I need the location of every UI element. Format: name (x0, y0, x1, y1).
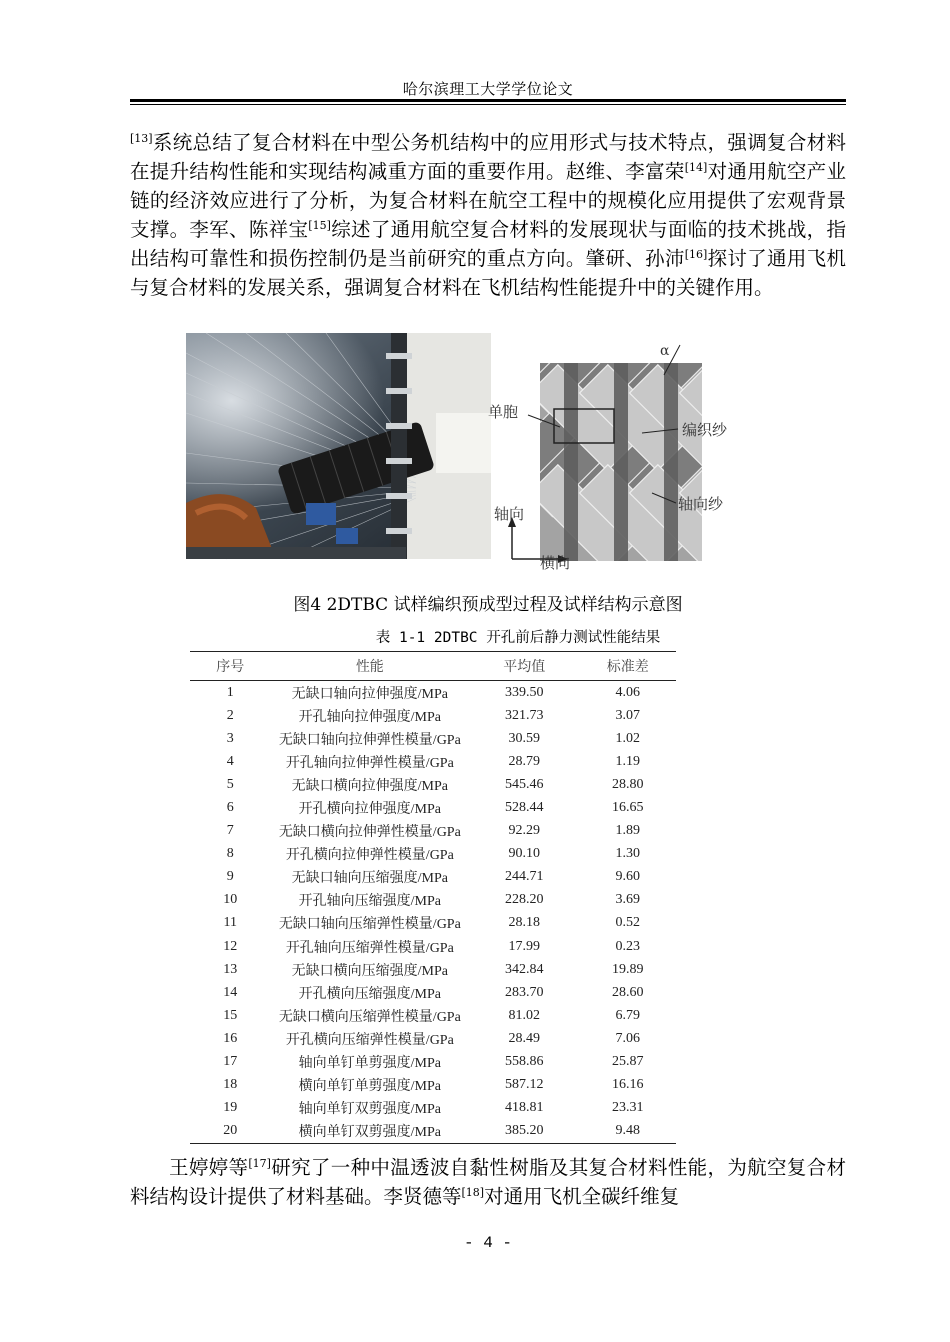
table-row (190, 681, 676, 705)
table-row (190, 1074, 676, 1097)
row-std: 3.07 (615, 707, 640, 723)
row-index: 5 (226, 776, 234, 792)
citation-18[interactable]: [18] (461, 1186, 485, 1199)
row-mean: 92.29 (508, 823, 541, 839)
table-row (190, 704, 676, 727)
header-rule-thick (130, 99, 846, 102)
header-index: 序号 (190, 652, 271, 681)
body-paragraph-1: [13]系统总结了复合材料在中型公务机结构中的应用形式与技术特点，强调复合材料在提升结构性能和实现结构减重方面的重要作用。赵维、李富荣[14]对通用航空产业链的经济效应进行了分析，为复合材料在航空工程中的规模化应用提供了宏观背景支撑。李军、陈祥宝[15]综述了通用航空复合材料的发展现状与面临的技术挑战，指出结构可靠性和损伤控制仍是当前研究的重点方向。肇研、孙沛[16]探讨了通用飞机与复合材料的发展关系，强调复合材料在飞机结构性能提升中的关键作用。 (130, 131, 846, 299)
row-std: 3.69 (615, 892, 640, 908)
row-property: 开孔轴向拉伸弹性模量/GPa (285, 755, 454, 771)
row-std: 1.19 (615, 753, 640, 769)
row-mean: 17.99 (508, 938, 541, 954)
row-std: 0.23 (615, 938, 640, 954)
row-index: 10 (223, 892, 238, 908)
row-mean: 587.12 (505, 1077, 544, 1093)
row-std: 25.87 (611, 1054, 644, 1070)
row-property: 无缺口横向压缩弹性模量/GPa (278, 1009, 461, 1025)
unit-cell-label: 单胞 (488, 403, 519, 421)
table-row (190, 773, 676, 796)
row-mean: 545.46 (505, 776, 544, 792)
row-index: 13 (223, 961, 238, 977)
row-property: 开孔轴向压缩弹性模量/GPa (285, 940, 454, 956)
row-property: 开孔横向拉伸弹性模量/GPa (285, 848, 454, 864)
body-paragraph-2: 王婷婷等[17]研究了一种中温透波自黏性树脂及其复合材料性能，为航空复合材料结构设计提供了材料基础。李贤德等[18]对通用飞机全碳纤维复 (130, 1156, 846, 1208)
row-index: 19 (223, 1100, 238, 1116)
row-std: 19.89 (611, 961, 644, 977)
citation-17[interactable]: [17] (248, 1157, 271, 1170)
row-std: 7.06 (615, 1030, 640, 1046)
row-std: 1.02 (615, 730, 640, 746)
row-index: 4 (226, 753, 234, 769)
row-std: 4.06 (615, 684, 640, 700)
table-row (190, 981, 676, 1004)
table-row (190, 750, 676, 773)
row-property: 无缺口横向拉伸强度/MPa (291, 778, 448, 794)
row-index: 8 (226, 846, 234, 862)
row-mean: 28.49 (508, 1030, 541, 1046)
braiding-machine-photo (186, 333, 491, 559)
row-property: 开孔轴向压缩强度/MPa (298, 894, 441, 910)
table-row (190, 796, 676, 819)
alpha-label: α (660, 343, 670, 359)
braid-yarn-label: 编织纱 (682, 421, 728, 439)
table-row (190, 727, 676, 750)
row-mean: 418.81 (505, 1100, 544, 1116)
row-mean: 528.44 (505, 800, 544, 816)
header-mean: 平均值 (469, 652, 579, 681)
row-mean: 385.20 (469, 1120, 579, 1144)
row-property: 无缺口轴向拉伸弹性模量/GPa (278, 732, 461, 748)
citation-13[interactable]: [13] (130, 132, 153, 145)
row-mean: 28.79 (508, 753, 541, 769)
row-index: 12 (223, 938, 238, 954)
braided-structure-schematic (488, 333, 770, 573)
table-row (190, 935, 676, 958)
row-index: 11 (223, 915, 238, 931)
row-index: 7 (226, 823, 234, 839)
row-index: 16 (223, 1030, 238, 1046)
row-index: 9 (226, 869, 234, 885)
row-mean: 321.73 (505, 707, 544, 723)
row-std: 23.31 (611, 1100, 644, 1116)
header-property: 性能 (271, 652, 470, 681)
row-index: 1 (226, 684, 234, 700)
table-header-row (190, 652, 676, 681)
table-row (190, 1004, 676, 1027)
row-property: 开孔轴向拉伸强度/MPa (298, 709, 441, 725)
row-index: 14 (223, 984, 238, 1000)
row-mean: 339.50 (505, 684, 544, 700)
row-index: 15 (223, 1007, 238, 1023)
row-mean: 28.18 (508, 915, 541, 931)
table-row (190, 1097, 676, 1120)
table-row (190, 820, 676, 843)
row-mean: 30.59 (508, 730, 541, 746)
row-index: 6 (226, 800, 234, 816)
row-property: 横向单钉单剪强度/MPa (298, 1079, 441, 1095)
row-std: 16.65 (611, 800, 644, 816)
table-row (190, 958, 676, 981)
table-row (190, 1120, 676, 1144)
row-std: 6.79 (615, 1007, 640, 1023)
row-mean: 90.10 (508, 846, 541, 862)
row-mean: 81.02 (508, 1007, 541, 1023)
row-property: 无缺口轴向压缩弹性模量/GPa (278, 917, 461, 933)
header-std: 标准差 (579, 652, 676, 681)
page-number: - 4 - (463, 1234, 512, 1252)
row-index: 2 (226, 707, 234, 723)
row-index: 17 (223, 1054, 238, 1070)
citation-14[interactable]: [14] (684, 161, 708, 174)
properties-table (190, 651, 676, 1144)
row-std: 28.80 (611, 776, 644, 792)
citation-16[interactable]: [16] (684, 248, 708, 261)
row-mean: 342.84 (505, 961, 544, 977)
citation-15[interactable]: [15] (308, 219, 331, 232)
table-row (190, 843, 676, 866)
row-std: 28.60 (611, 984, 644, 1000)
figure-caption: 图4 2DTBC 试样编织预成型过程及试样结构示意图 (293, 595, 683, 615)
row-std: 9.48 (579, 1120, 676, 1144)
table-row (190, 866, 676, 889)
table-row (190, 889, 676, 912)
row-property: 轴向单钉单剪强度/MPa (298, 1056, 441, 1072)
row-std: 0.52 (615, 915, 640, 931)
row-std: 9.60 (615, 869, 640, 885)
row-property: 无缺口轴向压缩强度/MPa (291, 871, 448, 887)
row-index: 3 (226, 730, 234, 746)
header-rule-thin (130, 104, 846, 105)
row-property: 开孔横向压缩弹性模量/GPa (285, 1032, 454, 1048)
row-std: 1.30 (615, 846, 640, 862)
row-mean: 283.70 (505, 984, 544, 1000)
table-row (190, 912, 676, 935)
row-std: 16.16 (611, 1077, 644, 1093)
row-mean: 558.86 (505, 1054, 544, 1070)
row-property: 无缺口横向压缩强度/MPa (291, 963, 448, 979)
row-mean: 244.71 (505, 869, 544, 885)
row-std: 1.89 (615, 823, 640, 839)
axial-yarn-label: 轴向纱 (678, 495, 724, 513)
row-mean: 228.20 (505, 892, 544, 908)
row-index: 18 (223, 1077, 238, 1093)
row-property: 无缺口轴向拉伸强度/MPa (291, 686, 448, 702)
transverse-direction-label: 横向 (540, 554, 571, 572)
table-row (190, 1027, 676, 1050)
table-caption: 表 1-1 2DTBC 开孔前后静力测试性能结果 (375, 630, 661, 646)
running-header: 哈尔滨理工大学学位论文 (402, 80, 574, 98)
row-property: 轴向单钉双剪强度/MPa (298, 1102, 441, 1118)
row-index: 20 (190, 1120, 271, 1144)
table-row (190, 1051, 676, 1074)
row-property: 开孔横向压缩强度/MPa (298, 986, 441, 1002)
axial-direction-label: 轴向 (494, 505, 525, 523)
row-property: 横向单钉双剪强度/MPa (271, 1120, 470, 1144)
row-property: 开孔横向拉伸强度/MPa (298, 802, 441, 818)
row-property: 无缺口横向拉伸弹性模量/GPa (278, 825, 461, 841)
